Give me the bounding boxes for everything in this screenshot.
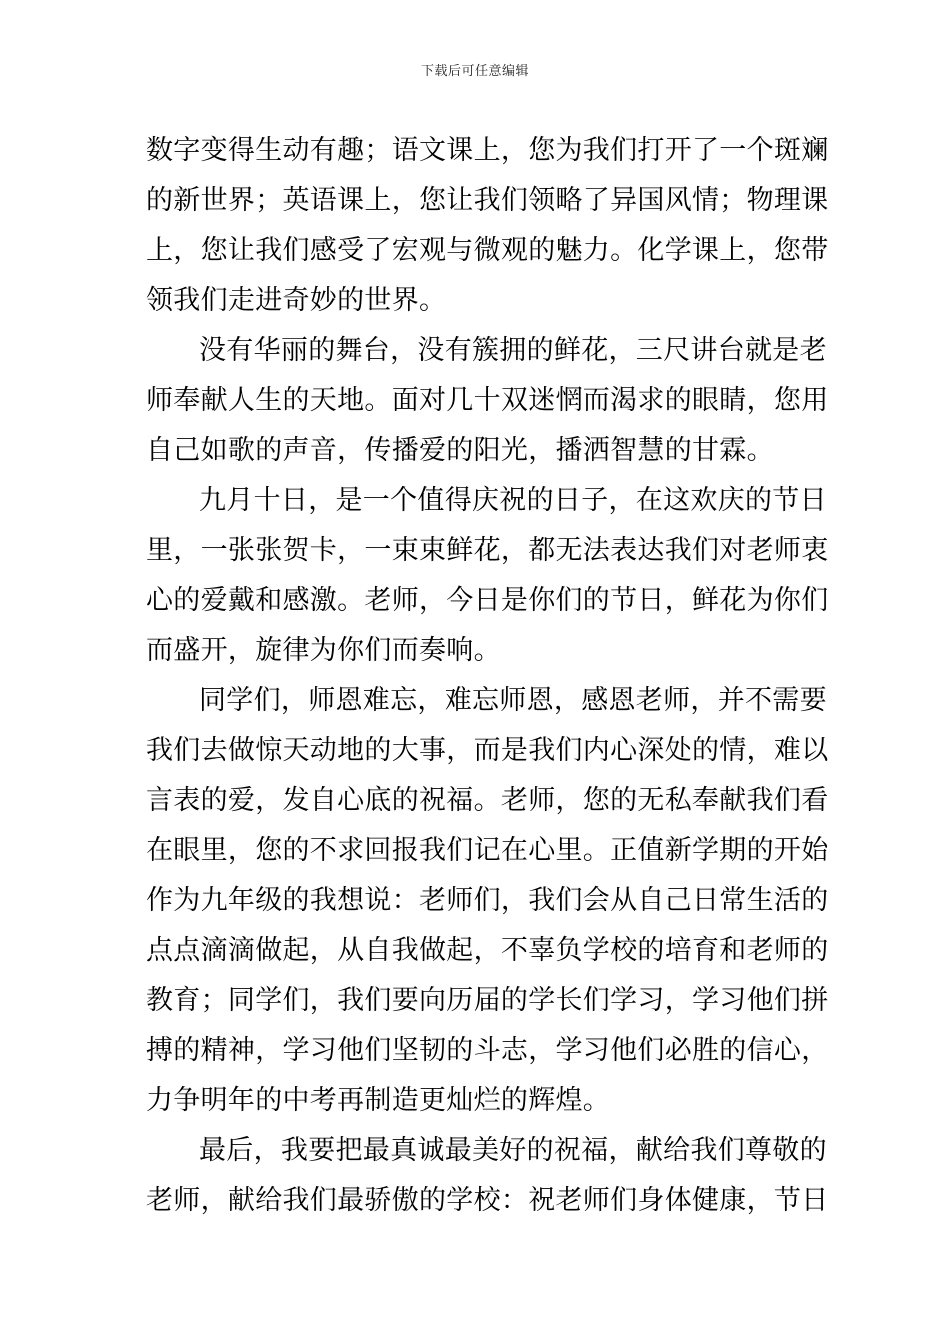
text-line: 搏的精神，学习他们坚韧的斗志，学习他们必胜的信心， (146, 1035, 829, 1066)
paragraph-first-line: 九月十日，是一个值得庆祝的日子，在这欢庆的节日 (199, 485, 827, 516)
paragraph-first-line: 同学们，师恩难忘，难忘师恩，感恩老师，并不需要 (199, 685, 827, 716)
text-line: 点点滴滴做起，从自我做起，不辜负学校的培育和老师的 (146, 935, 829, 966)
text-line: 的新世界；英语课上，您让我们领略了异国风情；物理课 (146, 185, 829, 216)
text-line: 心的爱戴和感激。老师，今日是你们的节日，鲜花为你们 (146, 585, 829, 616)
text-line: 自己如歌的声音，传播爱的阳光，播洒智慧的甘霖。 (146, 435, 774, 466)
text-line: 我们去做惊天动地的大事，而是我们内心深处的情，难以 (146, 735, 829, 766)
text-line: 领我们走进奇妙的世界。 (146, 285, 447, 316)
header-note: 下载后可任意编辑 (420, 64, 529, 79)
text-line: 老师，献给我们最骄傲的学校：祝老师们身体健康，节日 (146, 1185, 829, 1216)
body-text (146, 126, 829, 1226)
text-line: 里，一张张贺卡，一束束鲜花，都无法表达我们对老师衷 (146, 535, 829, 566)
text-line: 数字变得生动有趣；语文课上，您为我们打开了一个斑斓 (146, 135, 829, 166)
text-line: 上，您让我们感受了宏观与微观的魅力。化学课上，您带 (146, 235, 829, 266)
text-line: 力争明年的中考再制造更灿烂的辉煌。 (146, 1085, 611, 1116)
text-line: 而盛开，旋律为你们而奏响。 (146, 635, 501, 666)
text-line: 师奉献人生的天地。面对几十双迷惘而渴求的眼睛，您用 (146, 385, 829, 416)
paragraph-first-line: 最后，我要把最真诚最美好的祝福，献给我们尊敬的 (199, 1135, 827, 1166)
text-line: 言表的爱，发自心底的祝福。老师，您的无私奉献我们看 (146, 785, 829, 816)
text-line: 教育；同学们，我们要向历届的学长们学习，学习他们拼 (146, 985, 829, 1016)
paragraph-first-line: 没有华丽的舞台，没有簇拥的鲜花，三尺讲台就是老 (199, 335, 827, 366)
text-line: 作为九年级的我想说：老师们，我们会从自己日常生活的 (146, 885, 829, 916)
text-line: 在眼里，您的不求回报我们记在心里。正值新学期的开始 (146, 835, 829, 866)
